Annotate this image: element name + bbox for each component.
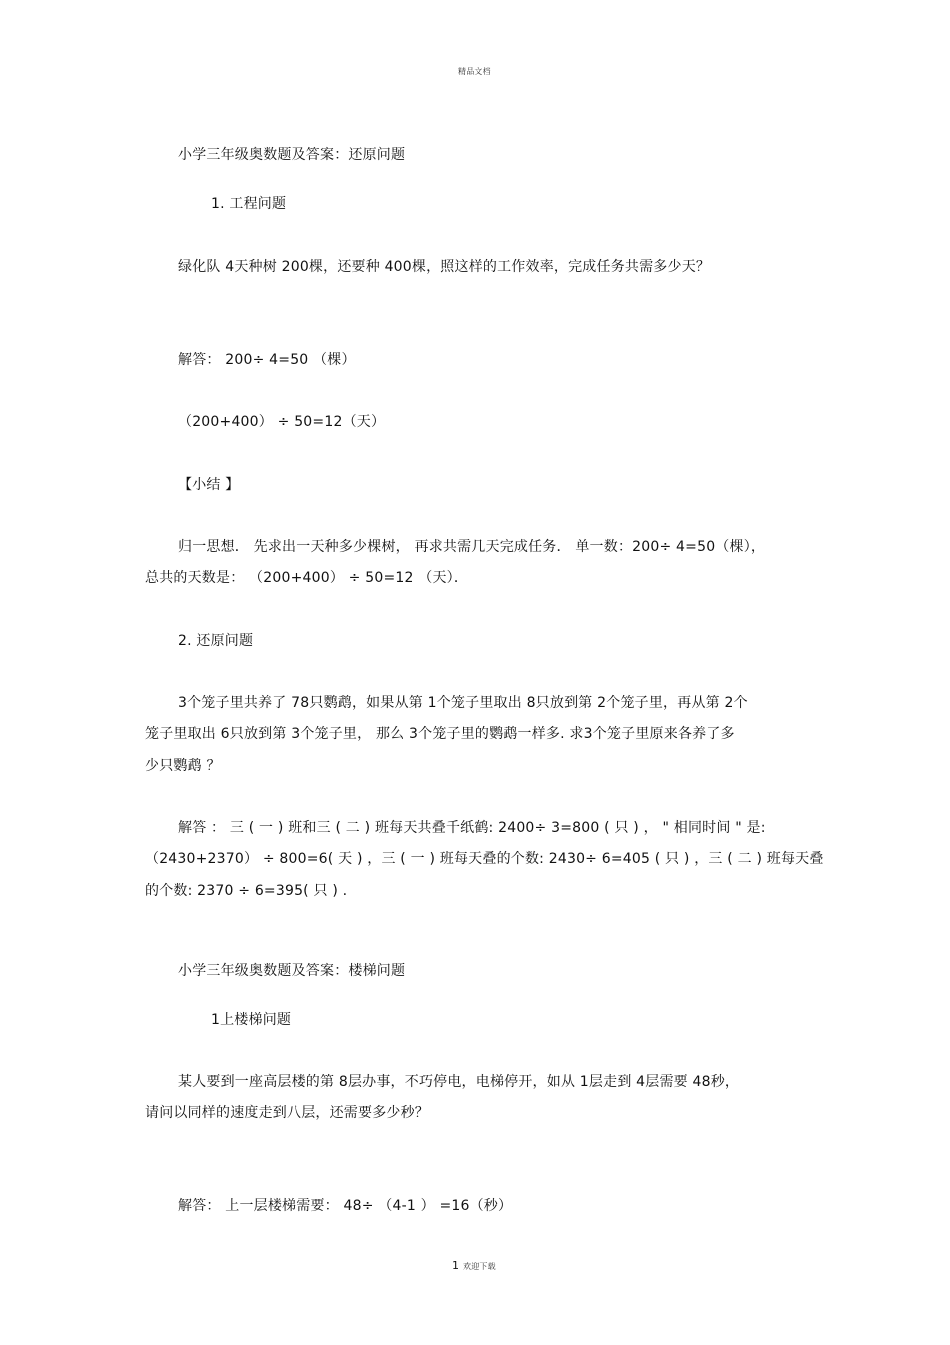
answer-line: 的个数: 2370 ÷ 6=395( 只 ) .	[145, 883, 348, 899]
answer-line: （200+400） ÷ 50=12（天）	[178, 414, 386, 430]
footer-label: 欢迎下载	[463, 1262, 496, 1271]
problem-heading: 1. 工程问题	[211, 196, 287, 212]
problem-heading: 2. 还原问题	[178, 633, 254, 649]
answer-line: （2430+2370） ÷ 800=6( 天 ) ，三 ( 一 ) 班每天叠的个数: 2430÷ 6=405 ( 只 ) ，三 ( 二 ) 班每天叠	[145, 851, 824, 867]
section-title: 小学三年级奥数题及答案：楼梯问题	[178, 963, 406, 979]
problem-question: 笼子里取出 6只放到第 3个笼子里， 那么 3个笼子里的鹦鹉一样多. 求3个笼子里原来各养了多	[145, 726, 735, 742]
answer-line: 解答： 200÷ 4=50 （棵）	[178, 352, 356, 368]
section-title: 小学三年级奥数题及答案：还原问题	[178, 147, 406, 163]
page-number: 1	[452, 1259, 460, 1272]
problem-heading: 1上楼梯问题	[211, 1012, 292, 1028]
answer-line: 解答 ： 三 ( 一 ) 班和三 ( 二 ) 班每天共叠千纸鹤: 2400÷ 3=800 ( 只 ) ， " 相同时间 " 是:	[178, 820, 766, 836]
header-label: 精品文档	[458, 67, 491, 76]
summary-label: 【小结 】	[178, 477, 240, 493]
problem-question: 请问以同样的速度走到八层，还需要多少秒？	[145, 1105, 429, 1121]
problem-question: 少只鹦鹉 ？	[145, 758, 221, 774]
summary-text: 归一思想． 先求出一天种多少棵树， 再求共需几天完成任务． 单一数：200÷ 4=50（棵），	[178, 539, 766, 555]
problem-question: 某人要到一座高层楼的第 8层办事，不巧停电，电梯停开，如从 1层走到 4层需要 48秒，	[178, 1074, 740, 1090]
answer-line: 解答： 上一层楼梯需要： 48÷ （4-1 ） =16（秒）	[178, 1198, 513, 1214]
problem-question: 3个笼子里共养了 78只鹦鹉，如果从第 1个笼子里取出 8只放到第 2个笼子里，再从第 2个	[178, 695, 748, 711]
problem-question: 绿化队 4天种树 200棵，还要种 400棵，照这样的工作效率，完成任务共需多少天？	[178, 259, 711, 275]
summary-text: 总共的天数是： （200+400） ÷ 50=12 （天）．	[145, 570, 469, 586]
